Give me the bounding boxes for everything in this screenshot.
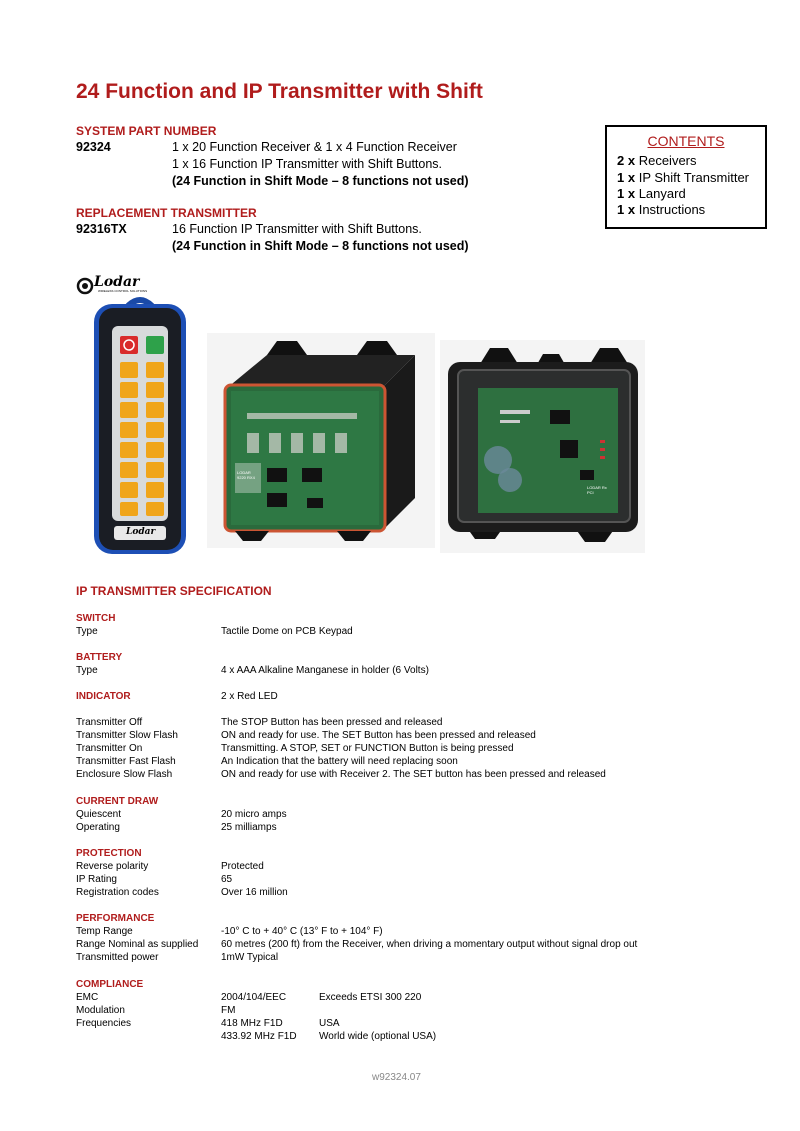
spec-label: Transmitter Slow Flash (76, 730, 178, 741)
protection-heading: PROTECTION (76, 848, 142, 859)
spec-value: Protected (221, 861, 264, 872)
spec-label: Transmitter Fast Flash (76, 756, 176, 767)
contents-box (605, 125, 767, 229)
footer-doc-code: w92324.07 (372, 1072, 421, 1083)
system-part-heading: SYSTEM PART NUMBER (76, 124, 217, 138)
transmitter-image (90, 296, 190, 556)
performance-heading: PERFORMANCE (76, 913, 155, 924)
spec-extra: World wide (optional USA) (319, 1031, 437, 1042)
lodar-logo (76, 274, 156, 296)
indicator-heading: INDICATOR (76, 691, 131, 702)
spec-label: Modulation (76, 1005, 125, 1016)
spec-label: Reverse polarity (76, 861, 149, 872)
spec-label: Enclosure Slow Flash (76, 769, 173, 780)
spec-value: 25 milliamps (221, 822, 277, 833)
replacement-line: 16 Function IP Transmitter with Shift Buttons. (172, 222, 422, 236)
receiver-pcb-label: LODAR 9220 RX4 (237, 470, 255, 480)
spec-label: Registration codes (76, 887, 159, 898)
spec-value: The STOP Button has been pressed and released (221, 717, 443, 728)
spec-value: FM (221, 1005, 236, 1016)
spec-label: Quiescent (76, 809, 122, 820)
contents-item: 2 x Receivers (617, 153, 697, 168)
contents-item: 1 x IP Shift Transmitter (617, 170, 749, 185)
temp-range-value: -10° C to + 40° C (13° F to + 104° F) (221, 926, 383, 937)
spec-value: 2004/104/EEC (221, 992, 287, 1003)
lodar-logo-tagline: WIRELESS CONTROL SOLUTIONS (98, 289, 148, 293)
spec-heading: IP TRANSMITTER SPECIFICATION (76, 584, 272, 598)
spec-label: Transmitted power (76, 952, 159, 963)
spec-label: Type (76, 626, 98, 637)
receiver-20-function-image (207, 333, 435, 548)
spec-extra: Exceeds ETSI 300 220 (319, 992, 422, 1003)
replacement-code: 92316TX (76, 222, 127, 236)
spec-value: 2 x Red LED (221, 691, 278, 702)
system-line-2: 1 x 16 Function IP Transmitter with Shift Buttons. (172, 157, 443, 171)
spec-label: Operating (76, 822, 120, 833)
transmitter-brand-text: Lodar (126, 527, 156, 537)
system-line-1: 1 x 20 Function Receiver & 1 x 4 Function Receiver (172, 140, 457, 154)
spec-value: 60 metres (200 ft) from the Receiver, when driving a momentary output without signal drop out (221, 939, 638, 950)
spec-value: 1mW Typical (221, 952, 279, 963)
contents-item: 1 x Lanyard (617, 186, 686, 201)
spec-value: Tactile Dome on PCB Keypad (221, 626, 353, 637)
spec-value: ON and ready for use with Receiver 2. The SET button has been pressed and released (221, 769, 606, 780)
replacement-heading: REPLACEMENT TRANSMITTER (76, 206, 257, 220)
spec-value: Over 16 million (221, 887, 288, 898)
spec-value: 433.92 MHz F1D (221, 1031, 297, 1042)
system-note: (24 Function in Shift Mode – 8 functions not used) (172, 174, 469, 188)
spec-value: 65 (221, 874, 233, 885)
spec-label: Temp Range (76, 926, 133, 937)
spec-label: Type (76, 665, 98, 676)
contents-title: CONTENTS (647, 133, 725, 149)
spec-label: Transmitter On (76, 743, 143, 754)
lodar-logo-text: Lodar (94, 274, 140, 290)
page-title: 24 Function and IP Transmitter with Shift (76, 80, 483, 103)
system-part-code: 92324 (76, 140, 111, 154)
compliance-heading: COMPLIANCE (76, 979, 144, 990)
spec-extra: USA (319, 1018, 340, 1029)
receiver-2-pcb-label: LODAR Rx PCI (587, 485, 607, 495)
spec-value: ON and ready for use. The SET Button has been pressed and released (221, 730, 536, 741)
spec-label: IP Rating (76, 874, 117, 885)
spec-label: Frequencies (76, 1018, 132, 1029)
spec-value: 418 MHz F1D (221, 1018, 283, 1029)
spec-label: Transmitter Off (76, 717, 143, 728)
spec-value: 20 micro amps (221, 809, 287, 820)
spec-value: 4 x AAA Alkaline Manganese in holder (6 Volts) (221, 665, 429, 676)
contents-item: 1 x Instructions (617, 202, 706, 217)
spec-value: Transmitting. A STOP, SET or FUNCTION Button is being pressed (221, 743, 514, 754)
spec-value: An Indication that the battery will need replacing soon (221, 756, 458, 767)
spec-label: EMC (76, 992, 99, 1003)
receiver-4-function-image (440, 340, 645, 553)
current-draw-heading: CURRENT DRAW (76, 796, 159, 807)
switch-heading: SWITCH (76, 613, 116, 624)
battery-heading: BATTERY (76, 652, 123, 663)
spec-label: Range Nominal as supplied (76, 939, 199, 950)
replacement-note: (24 Function in Shift Mode – 8 functions not used) (172, 239, 469, 253)
